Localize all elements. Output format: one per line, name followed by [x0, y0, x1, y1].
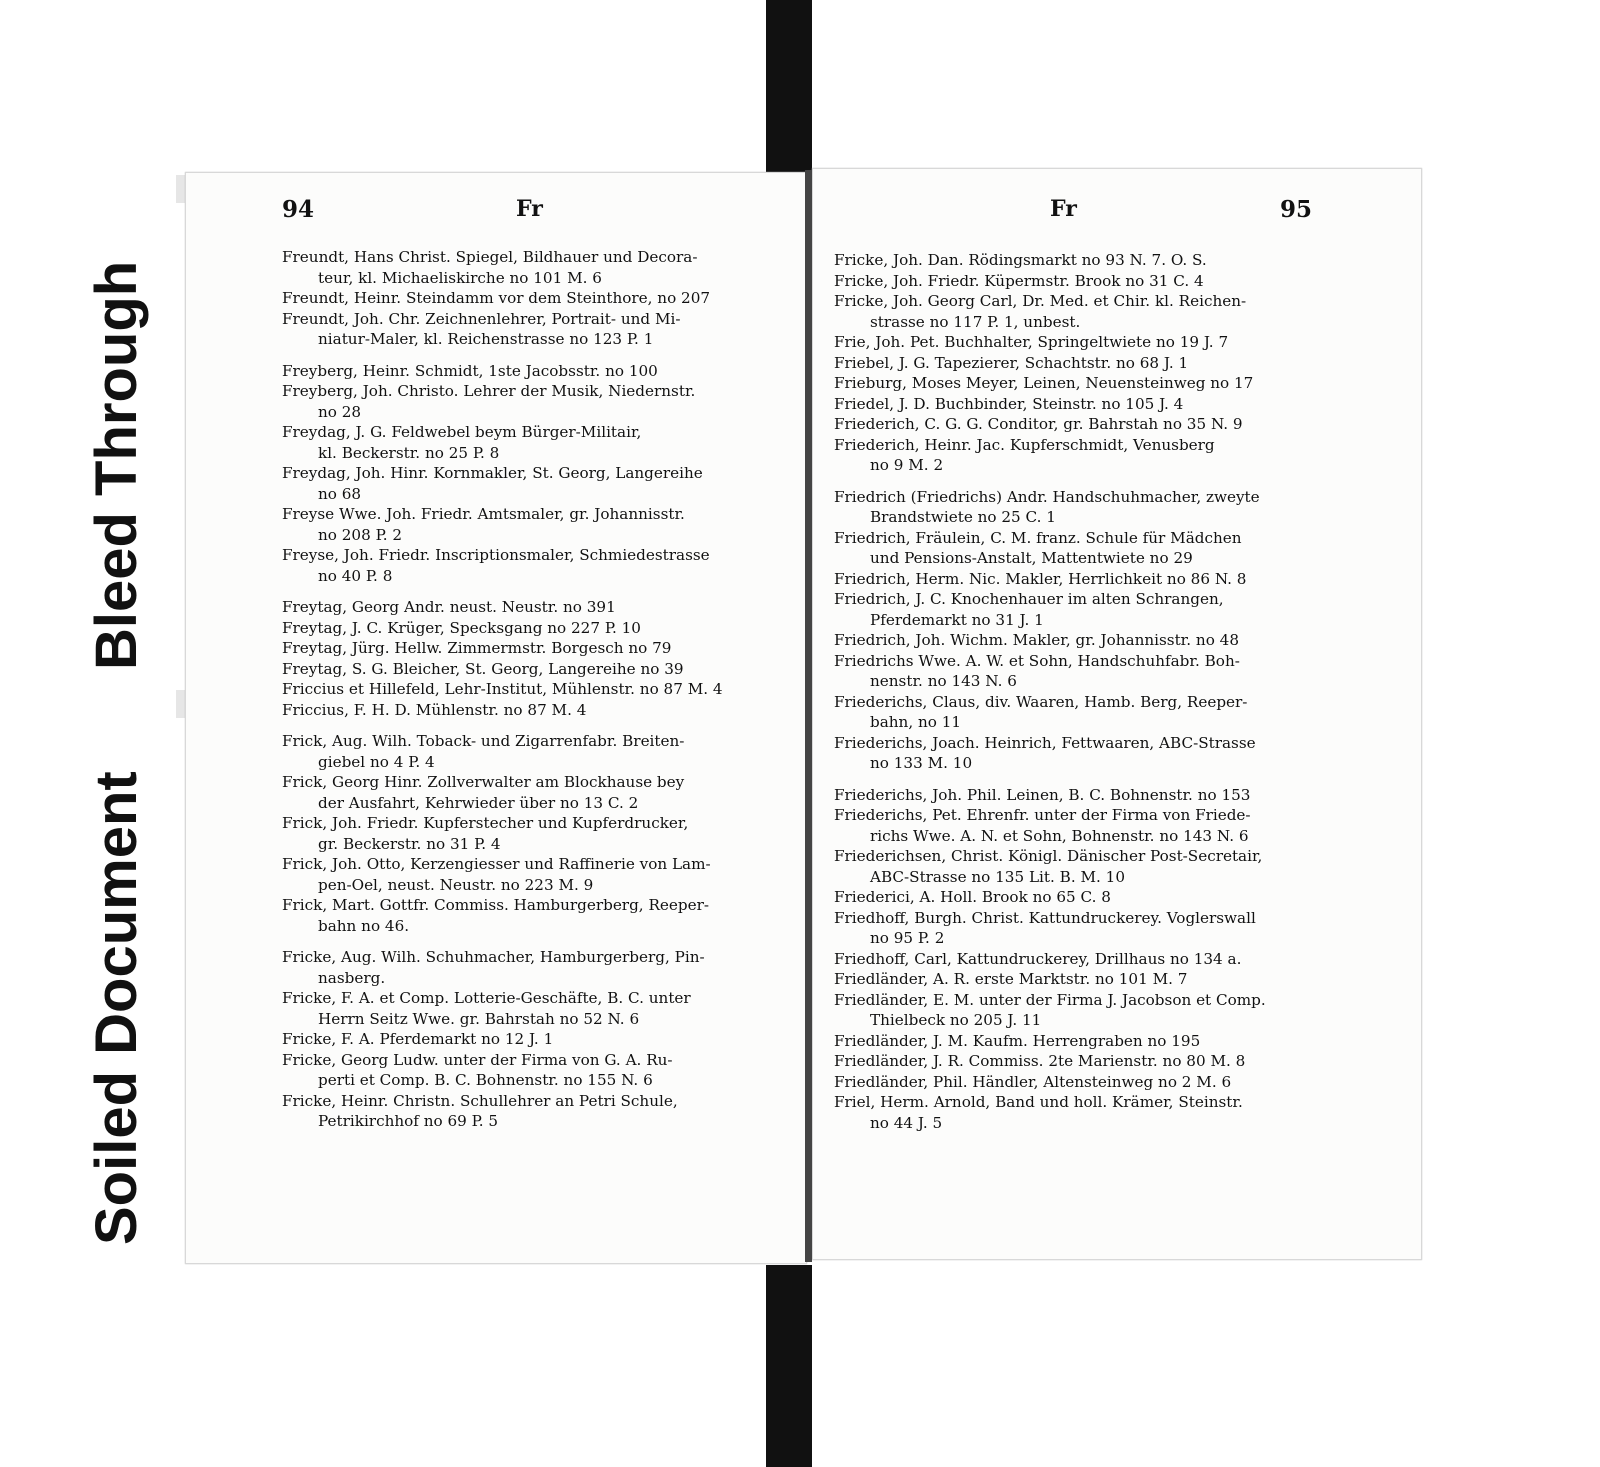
- directory-entry: [834, 651, 1344, 692]
- directory-entry: [834, 969, 1344, 990]
- entry-line: Friedhoff, Burgh. Christ. Kattundruckerey. Voglerswall: [834, 908, 1256, 927]
- directory-entry: [834, 1031, 1344, 1052]
- entry-line: Friedrich, Herm. Nic. Makler, Herrlichkeit no 86 N. 8: [834, 569, 1247, 588]
- directory-entry: [834, 250, 1344, 271]
- directory-entry: [834, 487, 1344, 528]
- directory-entry: [282, 947, 782, 988]
- directory-entry: [834, 846, 1344, 887]
- entry-line: Friedrich, Fräulein, C. M. franz. Schule für Mädchen: [834, 528, 1242, 547]
- entry-line: Friedländer, J. M. Kaufm. Herrengraben no 195: [834, 1031, 1201, 1050]
- entry-gap: [282, 936, 782, 947]
- entry-line: Freydag, Joh. Hinr. Kornmakler, St. Georg, Langereihe: [282, 464, 703, 482]
- entry-continuation-line: nenstr. no 143 N. 6: [870, 672, 1017, 690]
- entry-line: Friedländer, A. R. erste Marktstr. no 101 M. 7: [834, 970, 1188, 988]
- directory-entry: [282, 361, 782, 382]
- directory-entry: [834, 332, 1344, 353]
- entry-line: Frick, Mart. Gottfr. Commiss. Hamburgerberg, Reeper-: [282, 896, 709, 914]
- entry-continuation-line: no 40 P. 8: [318, 566, 393, 585]
- directory-entry: [282, 463, 782, 504]
- entry-line: Friederichs, Claus, div. Waaren, Hamb. Berg, Reeper-: [834, 692, 1248, 711]
- entry-gap: [834, 774, 1344, 785]
- entry-continuation-line: nasberg.: [318, 968, 386, 987]
- entry-continuation-line: Pferdemarkt no 31 J. 1: [870, 610, 1044, 629]
- entry-line: Friederichs, Pet. Ehrenfr. unter der Firma von Friede-: [834, 806, 1251, 824]
- entry-continuation-line: strasse no 117 P. 1, unbest.: [870, 312, 1081, 331]
- directory-entry: [834, 528, 1344, 569]
- entry-gap: [282, 350, 782, 361]
- entry-line: Friederici, A. Holl. Brook no 65 C. 8: [834, 888, 1111, 906]
- directory-entry: [282, 288, 782, 309]
- entry-line: Friedel, J. D. Buchbinder, Steinstr. no 105 J. 4: [834, 394, 1184, 413]
- directory-entry: [834, 414, 1344, 435]
- directory-entry: [834, 887, 1344, 908]
- book-gutter: [805, 170, 812, 1262]
- entry-line: Freydag, J. G. Feldwebel beym Bürger-Militair,: [282, 423, 642, 441]
- entry-continuation-line: Brandstwiete no 25 C. 1: [870, 508, 1056, 526]
- entry-continuation-line: pen-Oel, neust. Neustr. no 223 M. 9: [318, 875, 594, 894]
- directory-entry: [834, 630, 1344, 651]
- entry-line: Friedrich, Joh. Wichm. Makler, gr. Johannisstr. no 48: [834, 631, 1240, 649]
- entry-line: Frick, Joh. Otto, Kerzengiesser und Raffinerie von Lam-: [282, 855, 711, 873]
- directory-entry: [834, 353, 1344, 374]
- directory-entry: [282, 1029, 782, 1050]
- directory-entry: [834, 291, 1344, 332]
- entry-line: Fricke, Georg Ludw. unter der Firma von G. A. Ru-: [282, 1050, 673, 1069]
- entry-line: Frie, Joh. Pet. Buchhalter, Springeltwiete no 19 J. 7: [834, 333, 1229, 351]
- directory-entry: [282, 813, 782, 854]
- entry-line: Friedhoff, Carl, Kattundruckerey, Drillhaus no 134 a.: [834, 949, 1242, 968]
- entry-line: Friel, Herm. Arnold, Band und holl. Krämer, Steinstr.: [834, 1093, 1243, 1111]
- entry-line: Friedrich, J. C. Knochenhauer im alten Schrangen,: [834, 590, 1224, 608]
- directory-entry: [282, 638, 782, 659]
- directory-entry: [834, 990, 1344, 1031]
- directory-entry: [282, 545, 782, 586]
- entry-line: Fricke, F. A. Pferdemarkt no 12 J. 1: [282, 1030, 554, 1048]
- entry-line: Fricke, Joh. Georg Carl, Dr. Med. et Chir. kl. Reichen-: [834, 292, 1247, 310]
- directory-entry: [834, 1072, 1344, 1093]
- entry-continuation-line: no 208 P. 2: [318, 525, 403, 544]
- entry-line: Friedrichs Wwe. A. W. et Sohn, Handschuhfabr. Boh-: [834, 651, 1240, 670]
- directory-entry: [834, 908, 1344, 949]
- directory-entry: [282, 895, 782, 936]
- directory-entry: [834, 435, 1344, 476]
- entry-line: Freytag, J. C. Krüger, Specksgang no 227 P. 10: [282, 618, 641, 637]
- entry-line: Frieburg, Moses Meyer, Leinen, Neuensteinweg no 17: [834, 374, 1254, 392]
- entry-continuation-line: bahn, no 11: [870, 713, 962, 731]
- entry-gap: [282, 586, 782, 597]
- directory-entry: [282, 247, 782, 288]
- directory-entry: [282, 772, 782, 813]
- entry-continuation-line: no 95 P. 2: [870, 929, 945, 947]
- directory-entry: [834, 733, 1344, 774]
- entry-line: Freyse, Joh. Friedr. Inscriptionsmaler, Schmiedestrasse: [282, 546, 710, 564]
- entry-continuation-line: gr. Beckerstr. no 31 P. 4: [318, 834, 501, 853]
- entry-continuation-line: no 44 J. 5: [870, 1113, 943, 1132]
- soiled-document-label: Soiled Document: [84, 771, 149, 1245]
- entry-line: Friebel, J. G. Tapezierer, Schachtstr. no 68 J. 1: [834, 353, 1189, 372]
- entry-line: Freyberg, Joh. Christo. Lehrer der Musik, Niedernstr.: [282, 382, 696, 400]
- directory-entry: [834, 1092, 1344, 1133]
- entry-line: Friederich, Heinr. Jac. Kupferschmidt, Venusberg: [834, 435, 1215, 454]
- entry-continuation-line: giebel no 4 P. 4: [318, 752, 435, 771]
- entry-line: Fricke, Aug. Wilh. Schuhmacher, Hamburgerberg, Pin-: [282, 948, 705, 966]
- entry-line: Fricke, F. A. et Comp. Lotterie-Geschäfte, B. C. unter: [282, 989, 691, 1007]
- entry-line: Friedrich (Friedrichs) Andr. Handschuhmacher, zweyte: [834, 487, 1260, 506]
- entry-line: Friedländer, J. R. Commiss. 2te Marienstr. no 80 M. 8: [834, 1052, 1246, 1070]
- directory-entry: [282, 597, 782, 618]
- entry-line: Friederichs, Joach. Heinrich, Fettwaaren, ABC-Strasse: [834, 733, 1256, 752]
- directory-entry: [282, 618, 782, 639]
- entry-line: Frick, Aug. Wilh. Toback- und Zigarrenfabr. Breiten-: [282, 732, 685, 750]
- directory-entry: [282, 504, 782, 545]
- entry-continuation-line: Thielbeck no 205 J. 11: [870, 1011, 1042, 1029]
- entry-line: Friederichsen, Christ. Königl. Dänischer Post-Secretair,: [834, 847, 1263, 865]
- entry-continuation-line: und Pensions-Anstalt, Mattentwiete no 29: [870, 549, 1193, 567]
- entry-line: Freytag, Georg Andr. neust. Neustr. no 391: [282, 598, 616, 616]
- binding-strip-bottom: [766, 1265, 812, 1467]
- directory-entry: [282, 659, 782, 680]
- directory-entry: [282, 988, 782, 1029]
- directory-entry: [834, 569, 1344, 590]
- directory-entry: [282, 700, 782, 721]
- entry-continuation-line: teur, kl. Michaeliskirche no 101 M. 6: [318, 268, 602, 287]
- directory-entry: [282, 679, 782, 700]
- right-page-number: 95: [1280, 196, 1313, 223]
- directory-entry: [834, 394, 1344, 415]
- directory-entry: [282, 381, 782, 422]
- directory-entry: [834, 785, 1344, 806]
- entry-line: Freyse Wwe. Joh. Friedr. Amtsmaler, gr. Johannisstr.: [282, 505, 685, 523]
- entry-line: Freytag, S. G. Bleicher, St. Georg, Langereihe no 39: [282, 659, 684, 678]
- entry-continuation-line: Petrikirchhof no 69 P. 5: [318, 1112, 499, 1130]
- directory-entry: [834, 1051, 1344, 1072]
- right-page-entries: [834, 250, 1344, 1133]
- entry-continuation-line: Herrn Seitz Wwe. gr. Bahrstah no 52 N. 6: [318, 1009, 640, 1028]
- entry-line: Friedländer, Phil. Händler, Altensteinweg no 2 M. 6: [834, 1072, 1232, 1091]
- entry-continuation-line: richs Wwe. A. N. et Sohn, Bohnenstr. no 143 N. 6: [870, 826, 1249, 845]
- entry-line: Frick, Georg Hinr. Zollverwalter am Blockhause bey: [282, 773, 685, 791]
- bleed-through-label: Bleed Through: [84, 260, 149, 670]
- entry-continuation-line: ABC-Strasse no 135 Lit. B. M. 10: [870, 867, 1126, 886]
- entry-continuation-line: no 133 M. 10: [870, 754, 973, 772]
- directory-entry: [282, 731, 782, 772]
- directory-entry: [834, 271, 1344, 292]
- binding-strip-top: [766, 0, 812, 175]
- entry-continuation-line: no 9 M. 2: [870, 456, 944, 474]
- right-page-header: Fr: [1050, 196, 1077, 222]
- directory-entry: [834, 949, 1344, 970]
- entry-continuation-line: niatur-Maler, kl. Reichenstrasse no 123 P. 1: [318, 330, 654, 348]
- entry-line: Frick, Joh. Friedr. Kupferstecher und Kupferdrucker,: [282, 814, 689, 832]
- entry-line: Freyberg, Heinr. Schmidt, 1ste Jacobsstr. no 100: [282, 361, 658, 380]
- directory-entry: [282, 1050, 782, 1091]
- entry-line: Freytag, Jürg. Hellw. Zimmermstr. Borgesch no 79: [282, 639, 672, 657]
- entry-line: Fricke, Joh. Friedr. Küpermstr. Brook no 31 C. 4: [834, 271, 1204, 290]
- entry-line: Freundt, Hans Christ. Spiegel, Bildhauer und Decora-: [282, 248, 698, 266]
- directory-entry: [282, 854, 782, 895]
- entry-continuation-line: no 28: [318, 402, 362, 421]
- left-page-header: Fr: [516, 196, 543, 222]
- entry-continuation-line: perti et Comp. B. C. Bohnenstr. no 155 N. 6: [318, 1071, 653, 1089]
- directory-entry: [834, 589, 1344, 630]
- entry-gap: [282, 720, 782, 731]
- directory-entry: [282, 1091, 782, 1132]
- directory-entry: [834, 692, 1344, 733]
- entry-line: Fricke, Joh. Dan. Rödingsmarkt no 93 N. 7. O. S.: [834, 251, 1207, 269]
- entry-line: Friedländer, E. M. unter der Firma J. Jacobson et Comp.: [834, 990, 1266, 1009]
- entry-line: Friccius et Hillefeld, Lehr-Institut, Mühlenstr. no 87 M. 4: [282, 680, 723, 698]
- directory-entry: [282, 309, 782, 350]
- entry-line: Friederichs, Joh. Phil. Leinen, B. C. Bohnenstr. no 153: [834, 785, 1251, 804]
- entry-line: Friederich, C. G. G. Conditor, gr. Bahrstah no 35 N. 9: [834, 415, 1243, 433]
- entry-continuation-line: kl. Beckerstr. no 25 P. 8: [318, 443, 500, 462]
- entry-line: Friccius, F. H. D. Mühlenstr. no 87 M. 4: [282, 700, 587, 719]
- directory-entry: [282, 422, 782, 463]
- left-page-entries: [282, 247, 782, 1132]
- entry-continuation-line: no 68: [318, 484, 362, 503]
- directory-entry: [834, 805, 1344, 846]
- entry-gap: [834, 476, 1344, 487]
- directory-entry: [834, 373, 1344, 394]
- entry-line: Freundt, Joh. Chr. Zeichnenlehrer, Portrait- und Mi-: [282, 309, 681, 328]
- entry-line: Freundt, Heinr. Steindamm vor dem Steinthore, no 207: [282, 289, 711, 307]
- entry-line: Fricke, Heinr. Christn. Schullehrer an Petri Schule,: [282, 1091, 678, 1110]
- entry-continuation-line: der Ausfahrt, Kehrwieder über no 13 C. 2: [318, 793, 639, 812]
- entry-continuation-line: bahn no 46.: [318, 916, 410, 935]
- left-page-number: 94: [282, 196, 315, 223]
